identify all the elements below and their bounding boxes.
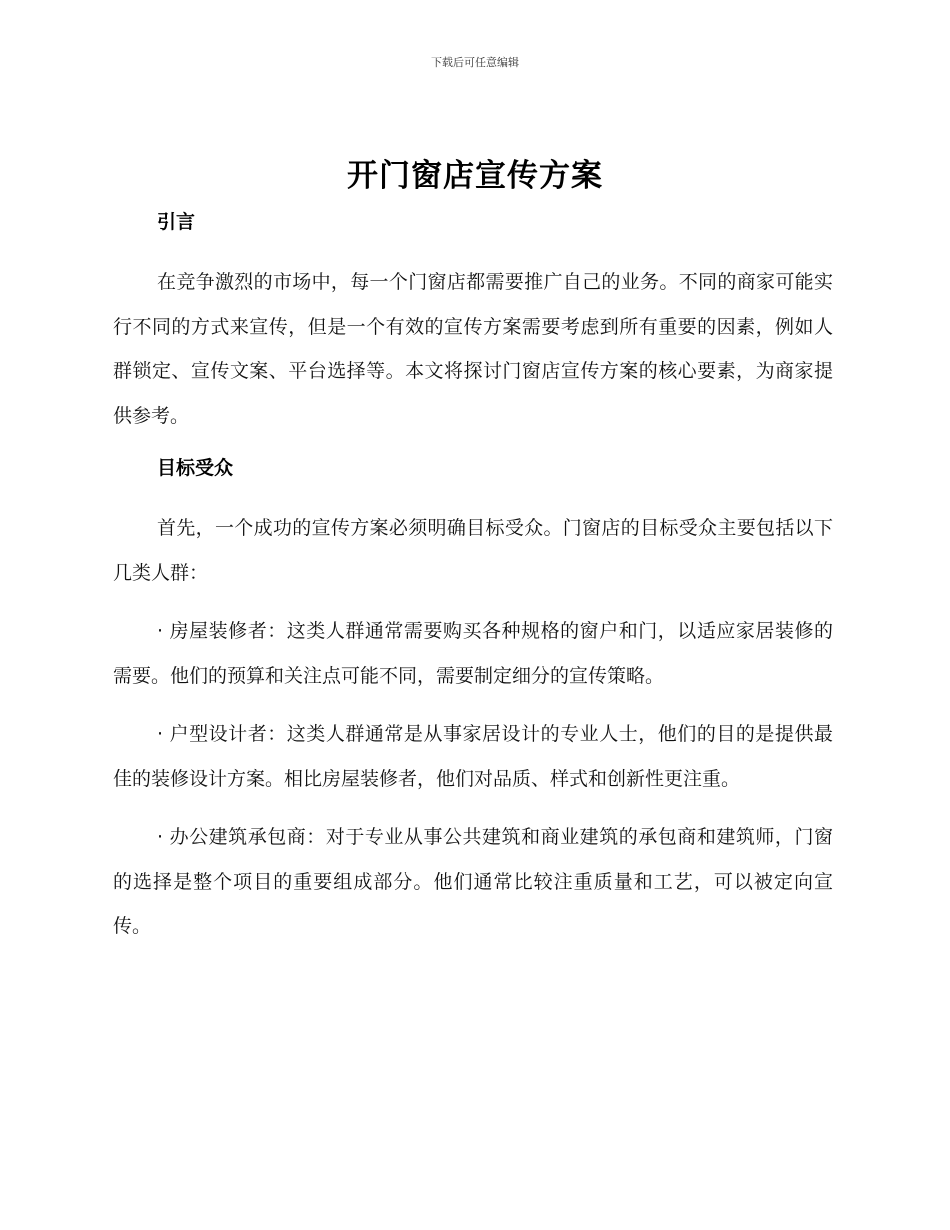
- intro-paragraph: 在竞争激烈的市场中，每一个门窗店都需要推广自己的业务。不同的商家可能实行不同的方式来宣传，但是一个有效的宣传方案需要考虑到所有重要的因素，例如人群锁定、宣传文案、平台选择等。本文将探讨门窗店宣传方案的核心要素，为商家提供参考。: [113, 271, 833, 427]
- bullet-item-contractors: · 办公建筑承包商：对于专业从事公共建筑和商业建筑的承包商和建筑师，门窗的选择是整个项目的重要组成部分。他们通常比较注重质量和工艺，可以被定向宣传。: [113, 826, 833, 937]
- document-body: [113, 204, 833, 949]
- bullet-item-homeowners: · 房屋装修者：这类人群通常需要购买各种规格的窗户和门，以适应家居装修的需要。他们的预算和关注点可能不同，需要制定细分的宣传策略。: [113, 620, 833, 687]
- header-note: 下载后可任意编辑: [431, 56, 519, 69]
- section-heading-intro: 引言: [157, 211, 196, 233]
- audience-paragraph: 首先，一个成功的宣传方案必须明确目标受众。门窗店的目标受众主要包括以下几类人群：: [113, 517, 833, 584]
- bullet-item-designers: · 户型设计者：这类人群通常是从事家居设计的专业人士，他们的目的是提供最佳的装修设计方案。相比房屋装修者，他们对品质、样式和创新性更注重。: [113, 723, 833, 790]
- section-heading-audience: 目标受众: [157, 457, 234, 479]
- page-title: 开门窗店宣传方案: [347, 158, 603, 194]
